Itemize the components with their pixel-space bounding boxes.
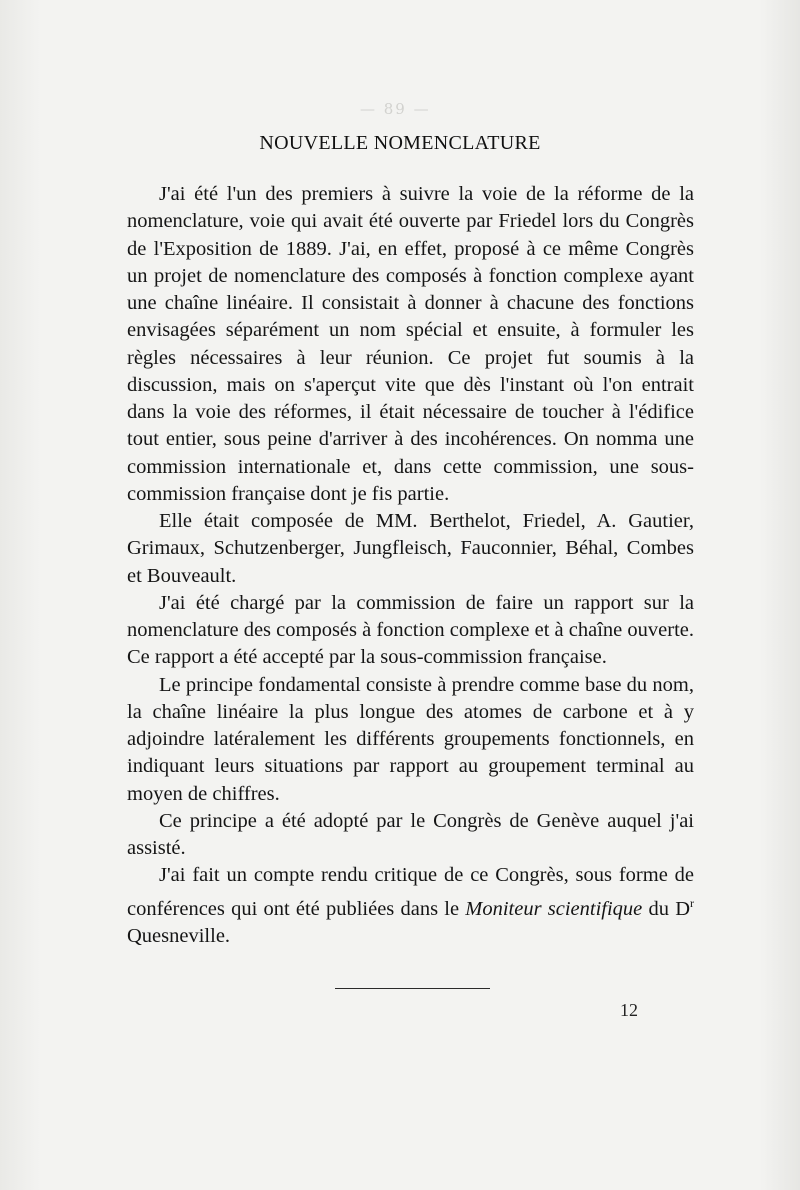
- text-run: J'ai fait un compte rendu critique de ce Congrès, sous forme de conférences qui ont été publiées dans le: [127, 864, 694, 920]
- paragraph: J'ai été l'un des premiers à suivre la voie de la réforme de la nomenclature, voie qui avait été ouverte par Friedel lors du Congrès de l'Exposition de 1889. J'ai, en effet, proposé à ce même Congrès un projet de nomenclature des composés à fonction complexe ayant une chaîne linéaire. Il consistait à donner à chacune des fonctions envisagées séparément un nom spécial et ensuite, à formuler les règles nécessaires à leur réunion. Ce projet fut soumis à la discussion, mais on s'aperçut vite que dès l'instant où l'on entrait dans la voie des réformes, il était nécessaire de toucher à l'édifice tout entier, sous peine d'arriver à des incohérences. On nomma une commission internationale et, dans cette commission, une sous-commission française dont je fis partie.: [127, 183, 694, 505]
- paragraph: Elle était composée de MM. Berthelot, Friedel, A. Gautier, Grimaux, Schutzenberger, Jungfleisch, Fauconnier, Béhal, Combes et Bouveault.: [127, 510, 694, 587]
- paragraph: J'ai été chargé par la commission de faire un rapport sur la nomenclature des composés à fonction complexe et à chaîne ouverte. Ce rapport a été accepté par la sous-commission française.: [127, 591, 694, 669]
- page-number: 12: [620, 1000, 638, 1020]
- text-run: Quesneville.: [127, 924, 231, 947]
- body-text: [127, 181, 694, 950]
- section-rule: [335, 988, 490, 989]
- bleed-through-running-head: — 89 —: [360, 100, 431, 118]
- superscript: r: [690, 895, 694, 910]
- page-title: NOUVELLE NOMENCLATURE: [259, 132, 541, 154]
- paragraph-last: [127, 862, 694, 950]
- journal-title: Moniteur scientifique: [465, 897, 643, 920]
- paragraph: Le principe fondamental consiste à prendre comme base du nom, la chaîne linéaire la plus longue des atomes de carbone et à y adjoindre latéralement les différents groupements fonctionnels, en indiquant leurs situations par rapport au groupement terminal au moyen de chiffres.: [127, 673, 694, 805]
- text-run: du D: [642, 897, 690, 920]
- paragraph: Ce principe a été adopté par le Congrès de Genève auquel j'ai assisté.: [127, 809, 694, 859]
